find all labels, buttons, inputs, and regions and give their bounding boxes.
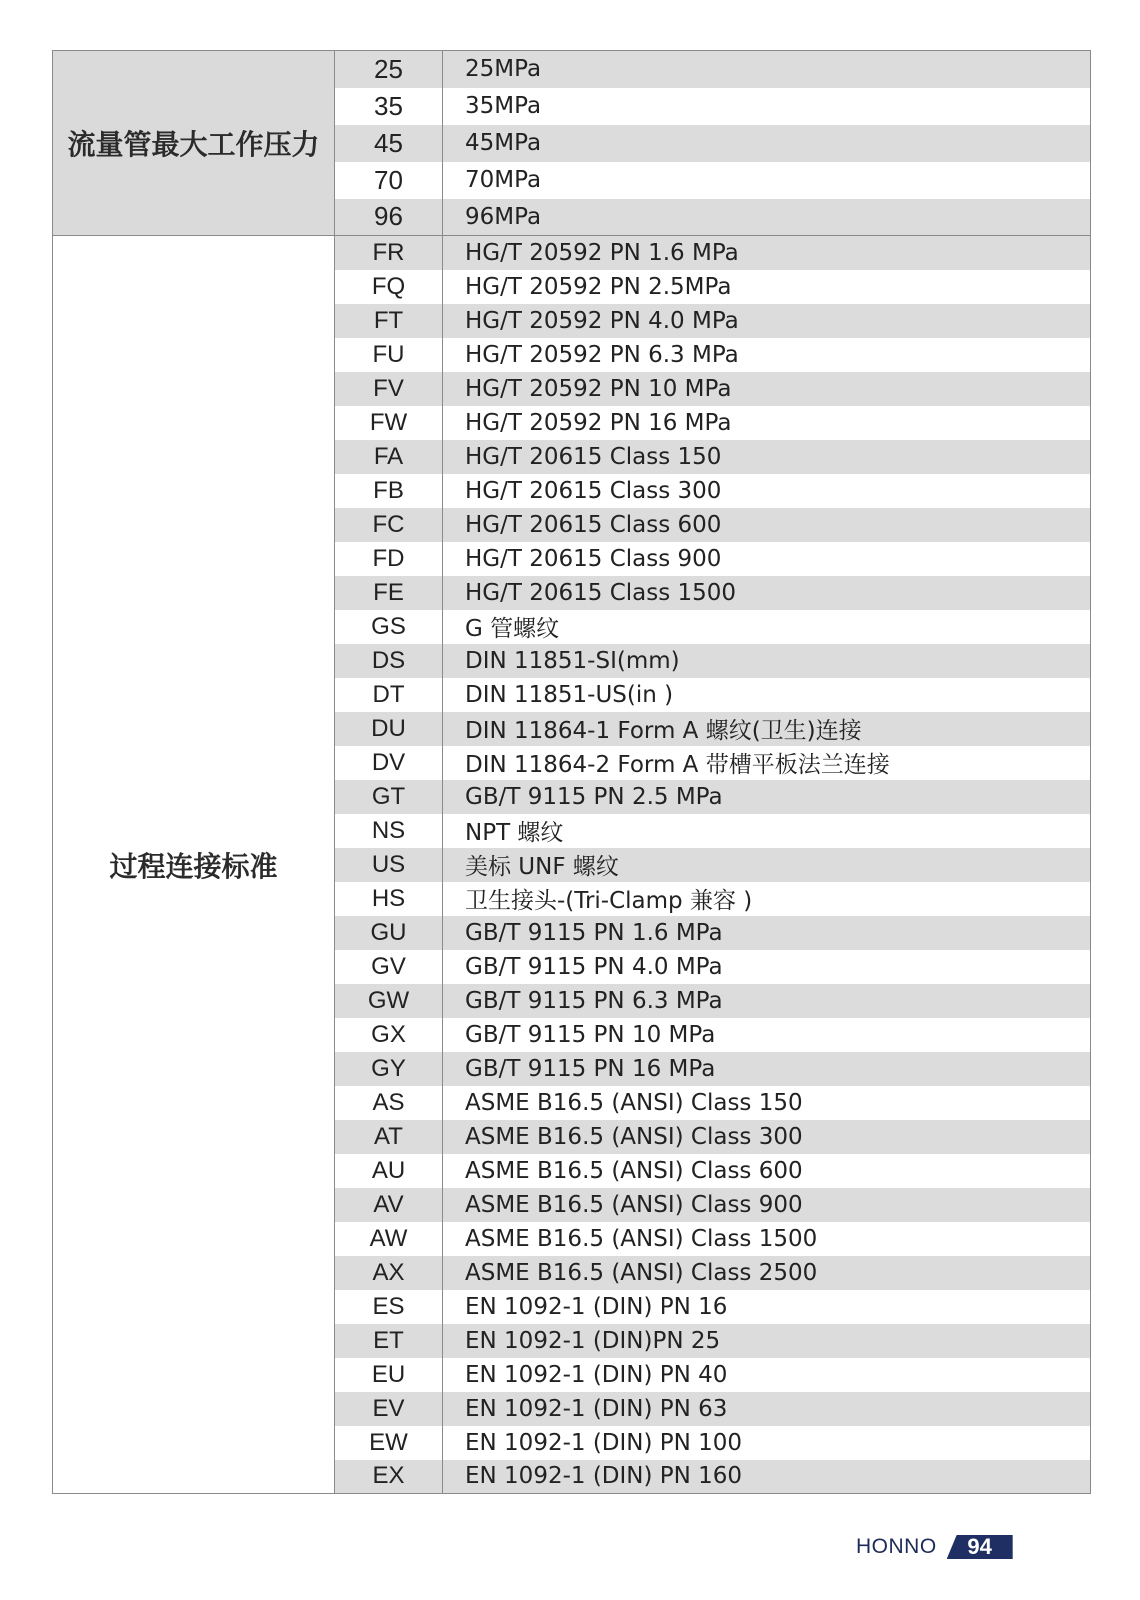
option-code: AW [335,1222,443,1256]
option-description: HG/T 20592 PN 1.6 MPa [443,236,1091,270]
option-code: EW [335,1426,443,1460]
option-description: ASME B16.5 (ANSI) Class 300 [443,1120,1091,1154]
option-code: FD [335,542,443,576]
option-code: GX [335,1018,443,1052]
page-number-badge [947,1535,1013,1559]
option-code: 96 [335,199,443,236]
option-description: HG/T 20615 Class 1500 [443,576,1091,610]
option-description: G 管螺纹 [443,610,1091,644]
page-number: 94 [967,1534,992,1559]
option-code: 25 [335,51,443,88]
option-code: ET [335,1324,443,1358]
option-code: AS [335,1086,443,1120]
option-code: GW [335,984,443,1018]
option-code: FV [335,372,443,406]
option-code: FC [335,508,443,542]
option-description: HG/T 20615 Class 300 [443,474,1091,508]
option-description: HG/T 20592 PN 6.3 MPa [443,338,1091,372]
option-description: HG/T 20592 PN 4.0 MPa [443,304,1091,338]
option-code: 70 [335,162,443,199]
option-description: GB/T 9115 PN 4.0 MPa [443,950,1091,984]
option-description: HG/T 20615 Class 150 [443,440,1091,474]
option-description: GB/T 9115 PN 2.5 MPa [443,780,1091,814]
option-description: NPT 螺纹 [443,814,1091,848]
option-code: FE [335,576,443,610]
option-code: FT [335,304,443,338]
option-code: FW [335,406,443,440]
option-code: GV [335,950,443,984]
table-row [53,51,1091,88]
option-code: GS [335,610,443,644]
option-code: 45 [335,125,443,162]
option-code: EU [335,1358,443,1392]
option-description: 96MPa [443,199,1091,236]
option-description: GB/T 9115 PN 6.3 MPa [443,984,1091,1018]
option-description: 25MPa [443,51,1091,88]
option-code: FU [335,338,443,372]
option-code: US [335,848,443,882]
pressure-group [53,51,1091,236]
option-code: GU [335,916,443,950]
option-code: DV [335,746,443,780]
option-description: GB/T 9115 PN 10 MPa [443,1018,1091,1052]
option-code: DS [335,644,443,678]
option-description: HG/T 20592 PN 16 MPa [443,406,1091,440]
option-description: EN 1092-1 (DIN) PN 40 [443,1358,1091,1392]
option-description: 卫生接头-(Tri-Clamp 兼容 ) [443,882,1091,916]
option-code: FR [335,236,443,270]
option-code: EV [335,1392,443,1426]
option-description: ASME B16.5 (ANSI) Class 150 [443,1086,1091,1120]
option-description: DIN 11864-1 Form A 螺纹(卫生)连接 [443,712,1091,746]
option-description: ASME B16.5 (ANSI) Class 600 [443,1154,1091,1188]
option-code: FQ [335,270,443,304]
option-code: FB [335,474,443,508]
option-description: ASME B16.5 (ANSI) Class 2500 [443,1256,1091,1290]
spec-table [52,50,1091,1494]
group-label: 流量管最大工作压力 [53,51,335,236]
option-code: GY [335,1052,443,1086]
option-description: EN 1092-1 (DIN)PN 25 [443,1324,1091,1358]
option-description: GB/T 9115 PN 1.6 MPa [443,916,1091,950]
option-description: DIN 11864-2 Form A 带槽平板法兰连接 [443,746,1091,780]
process-connection-group [53,236,1091,1494]
option-description: 70MPa [443,162,1091,199]
option-description: EN 1092-1 (DIN) PN 16 [443,1290,1091,1324]
option-description: EN 1092-1 (DIN) PN 160 [443,1460,1091,1494]
option-description: ASME B16.5 (ANSI) Class 1500 [443,1222,1091,1256]
option-description: DIN 11851-US(in ) [443,678,1091,712]
option-code: DT [335,678,443,712]
option-code: FA [335,440,443,474]
option-description: HG/T 20615 Class 600 [443,508,1091,542]
option-code: 35 [335,88,443,125]
option-code: AT [335,1120,443,1154]
option-code: GT [335,780,443,814]
option-description: ASME B16.5 (ANSI) Class 900 [443,1188,1091,1222]
option-description: DIN 11851-SI(mm) [443,644,1091,678]
option-description: HG/T 20592 PN 2.5MPa [443,270,1091,304]
option-description: GB/T 9115 PN 16 MPa [443,1052,1091,1086]
option-code: EX [335,1460,443,1494]
table-row [53,236,1091,270]
option-description: HG/T 20615 Class 900 [443,542,1091,576]
option-description: 美标 UNF 螺纹 [443,848,1091,882]
option-description: EN 1092-1 (DIN) PN 100 [443,1426,1091,1460]
option-code: NS [335,814,443,848]
brand-name: HONNO [856,1535,937,1558]
page-footer [856,1534,1013,1560]
option-code: ES [335,1290,443,1324]
option-code: DU [335,712,443,746]
option-description: EN 1092-1 (DIN) PN 63 [443,1392,1091,1426]
option-description: HG/T 20592 PN 10 MPa [443,372,1091,406]
option-code: AV [335,1188,443,1222]
group-label: 过程连接标准 [53,236,335,1494]
option-description: 45MPa [443,125,1091,162]
option-code: AU [335,1154,443,1188]
option-code: AX [335,1256,443,1290]
option-description: 35MPa [443,88,1091,125]
option-code: HS [335,882,443,916]
